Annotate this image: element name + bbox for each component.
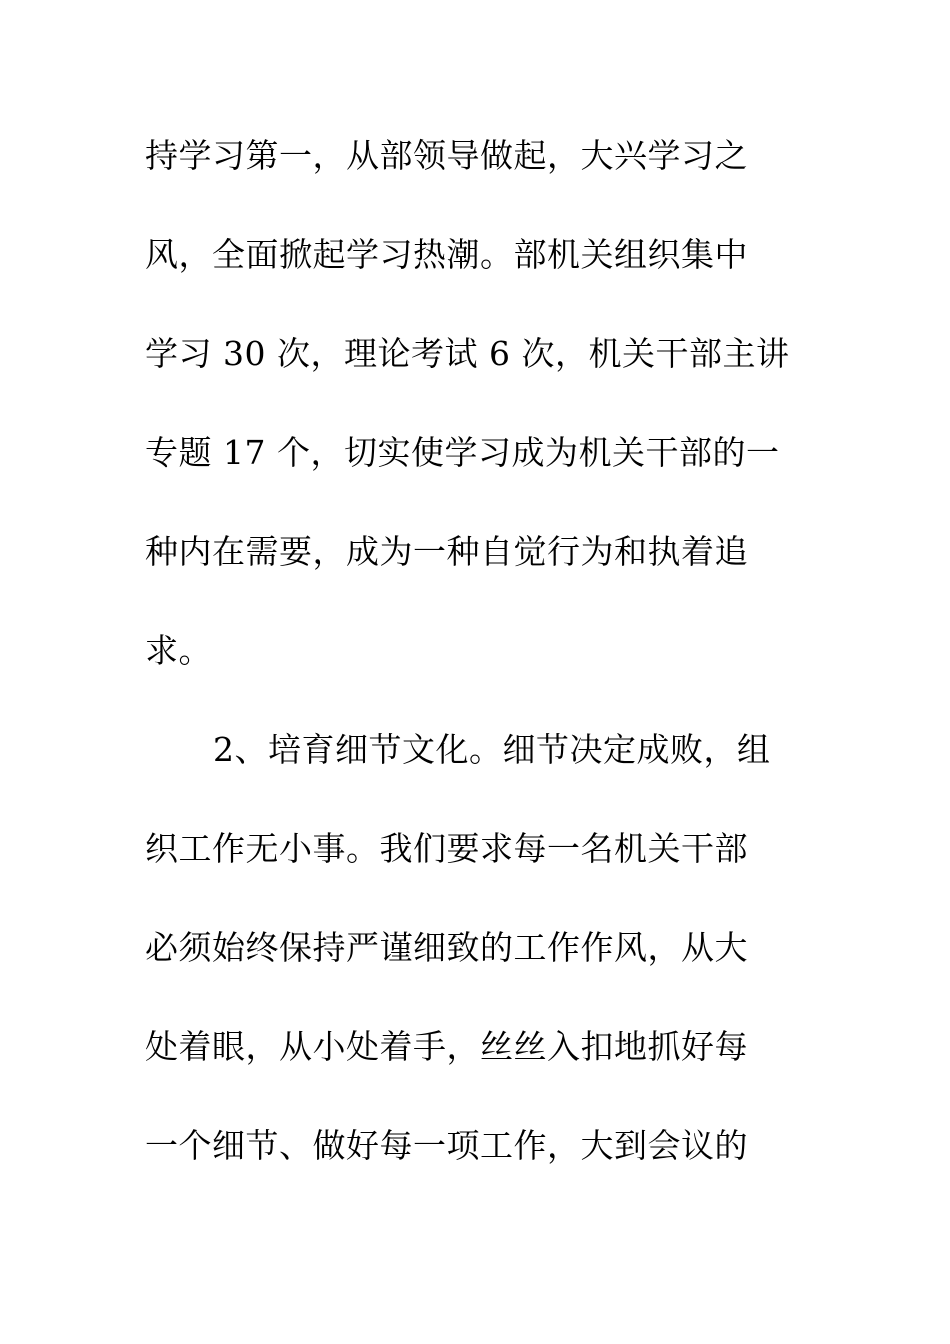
text-line: 专题 17 个，切实使学习成为机关干部的一 (145, 433, 780, 472)
text-line: 求。 (145, 631, 212, 670)
text-line: 一个细节、做好每一项工作，大到会议的 (145, 1126, 748, 1165)
text-line: 织工作无小事。我们要求每一名机关干部 (145, 829, 748, 868)
text-line: 持学习第一，从部领导做起，大兴学习之 (145, 136, 748, 175)
text-line: 风，全面掀起学习热潮。部机关组织集中 (145, 235, 748, 274)
text-line: 必须始终保持严谨细致的工作作风，从大 (145, 928, 748, 967)
paragraph-start-line: 2、培育细节文化。细节决定成败，组 (213, 730, 771, 769)
text-line: 学习 30 次，理论考试 6 次，机关干部主讲 (145, 334, 790, 373)
text-line: 种内在需要，成为一种自觉行为和执着追 (145, 532, 748, 571)
text-line: 处着眼，从小处着手，丝丝入扣地抓好每 (145, 1027, 748, 1066)
